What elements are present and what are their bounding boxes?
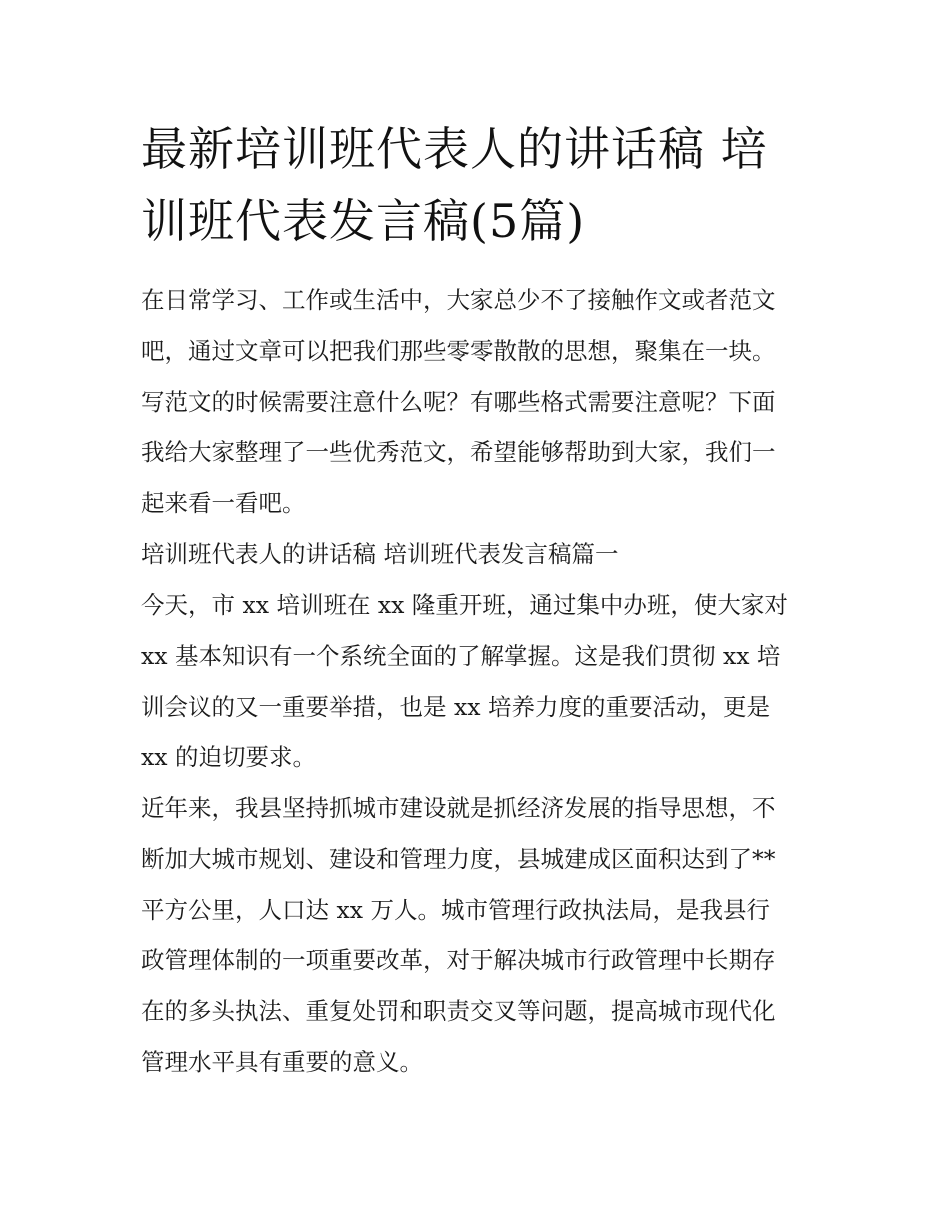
paragraph-1-line-4: xx 的迫切要求。 bbox=[141, 743, 316, 772]
intro-line-2: 吧，通过文章可以把我们那些零零散散的思想，聚集在一块。 bbox=[141, 336, 776, 365]
section-heading-text: 培训班代表人的讲话稿 培训班代表发言稿篇一 bbox=[141, 540, 619, 568]
document-page bbox=[141, 0, 821, 1229]
intro-paragraph bbox=[141, 275, 821, 529]
title-line-1: 最新培训班代表人的讲话稿 培 bbox=[141, 122, 768, 176]
paragraph-2-line-4: 政管理体制的一项重要改革，对于解决城市行政管理中长期存 bbox=[141, 946, 776, 975]
paragraph-2 bbox=[141, 783, 821, 1088]
section-heading bbox=[141, 529, 821, 580]
paragraph-2-line-6: 管理水平具有重要的意义。 bbox=[141, 1047, 423, 1076]
intro-line-5: 起来看一看吧。 bbox=[141, 489, 306, 518]
paragraph-1-line-3: 训会议的又一重要举措，也是 xx 培养力度的重要活动，更是 bbox=[141, 692, 770, 721]
paragraph-2-line-5: 在的多头执法、重复处罚和职责交叉等问题，提高城市现代化 bbox=[141, 997, 776, 1026]
paragraph-1-line-1: 今天，市 xx 培训班在 xx 隆重开班，通过集中办班，使大家对 bbox=[141, 591, 788, 619]
intro-line-4: 我给大家整理了一些优秀范文，希望能够帮助到大家，我们一 bbox=[141, 438, 776, 467]
intro-line-1: 在日常学习、工作或生活中，大家总少不了接触作文或者范文 bbox=[141, 286, 776, 314]
intro-line-3: 写范文的时候需要注意什么呢？有哪些格式需要注意呢？下面 bbox=[141, 387, 776, 416]
paragraph-1 bbox=[141, 580, 821, 783]
paragraph-2-line-3: 平方公里，人口达 xx 万人。城市管理行政执法局，是我县行 bbox=[141, 895, 770, 924]
paragraph-1-line-2: xx 基本知识有一个系统全面的了解掌握。这是我们贯彻 xx 培 bbox=[141, 641, 781, 670]
paragraph-2-line-2: 断加大城市规划、建设和管理力度，县城建成区面积达到了** bbox=[141, 844, 776, 873]
title-line-2: 训班代表发言稿(5篇) bbox=[141, 194, 586, 248]
paragraph-2-line-1: 近年来，我县坚持抓城市建设就是抓经济发展的指导思想，不 bbox=[141, 794, 776, 822]
document-title bbox=[141, 113, 821, 257]
